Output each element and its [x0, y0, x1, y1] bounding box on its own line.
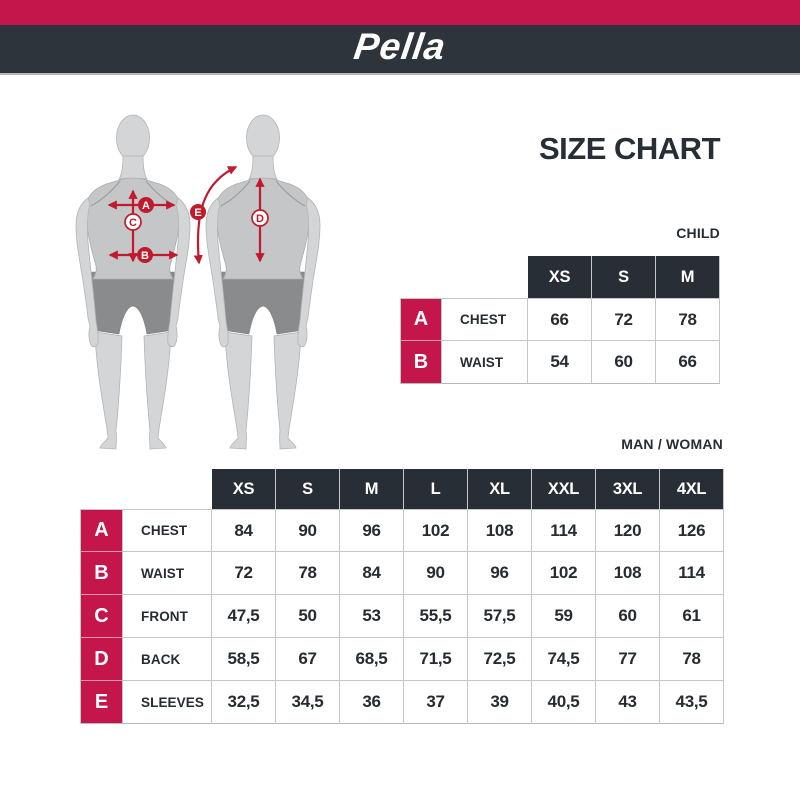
- table-spacer: [123, 469, 212, 509]
- size-header: XS: [528, 256, 592, 298]
- marker-b-letter: B: [141, 250, 149, 262]
- brand-band: [0, 25, 800, 75]
- value-cell: 114: [532, 509, 596, 552]
- marker-d-letter: D: [256, 213, 264, 225]
- value-cell: 68,5: [340, 638, 404, 681]
- value-cell: 102: [532, 552, 596, 595]
- value-cell: 43,5: [660, 681, 724, 724]
- size-header: S: [592, 256, 656, 298]
- value-cell: 54: [528, 341, 592, 384]
- value-cell: 37: [404, 681, 468, 724]
- size-header: M: [656, 256, 720, 298]
- value-cell: 108: [596, 552, 660, 595]
- marker-e-letter: E: [194, 207, 202, 219]
- size-header: L: [404, 469, 468, 509]
- value-cell: 120: [596, 509, 660, 552]
- row-letter: B: [80, 552, 123, 595]
- value-cell: 61: [660, 595, 724, 638]
- page-title: SIZE CHART: [539, 131, 720, 166]
- marker-c-letter: C: [129, 217, 137, 229]
- value-cell: 90: [276, 509, 340, 552]
- row-letter: A: [400, 298, 442, 341]
- value-cell: 78: [276, 552, 340, 595]
- row-letter: D: [80, 638, 123, 681]
- value-cell: 96: [340, 509, 404, 552]
- value-cell: 57,5: [468, 595, 532, 638]
- value-cell: 39: [468, 681, 532, 724]
- value-cell: 71,5: [404, 638, 468, 681]
- child-size-table: [400, 256, 720, 384]
- marker-a-letter: A: [142, 200, 150, 212]
- value-cell: 96: [468, 552, 532, 595]
- adult-section-label: MAN / WOMAN: [621, 436, 723, 452]
- row-letter: C: [80, 595, 123, 638]
- size-header: M: [340, 469, 404, 509]
- value-cell: 84: [212, 509, 276, 552]
- table-spacer: [442, 256, 528, 298]
- value-cell: 50: [276, 595, 340, 638]
- brand-logo: Pella: [351, 26, 449, 67]
- value-cell: 66: [528, 298, 592, 341]
- value-cell: 126: [660, 509, 724, 552]
- figure-front: [76, 115, 190, 449]
- value-cell: 47,5: [212, 595, 276, 638]
- row-label: CHEST: [442, 298, 528, 341]
- value-cell: 58,5: [212, 638, 276, 681]
- value-cell: 60: [592, 341, 656, 384]
- value-cell: 55,5: [404, 595, 468, 638]
- size-header: XS: [212, 469, 276, 509]
- size-header: XL: [468, 469, 532, 509]
- row-label: SLEEVES: [123, 681, 212, 724]
- value-cell: 53: [340, 595, 404, 638]
- value-cell: 40,5: [532, 681, 596, 724]
- row-label: WAIST: [123, 552, 212, 595]
- row-label: BACK: [123, 638, 212, 681]
- row-label: FRONT: [123, 595, 212, 638]
- value-cell: 72,5: [468, 638, 532, 681]
- value-cell: 59: [532, 595, 596, 638]
- value-cell: 78: [656, 298, 720, 341]
- top-accent-strip: [0, 0, 800, 25]
- value-cell: 74,5: [532, 638, 596, 681]
- value-cell: 67: [276, 638, 340, 681]
- value-cell: 36: [340, 681, 404, 724]
- row-label: WAIST: [442, 341, 528, 384]
- table-spacer: [80, 469, 123, 509]
- value-cell: 72: [212, 552, 276, 595]
- figure-back: [206, 115, 320, 449]
- value-cell: 72: [592, 298, 656, 341]
- value-cell: 90: [404, 552, 468, 595]
- value-cell: 34,5: [276, 681, 340, 724]
- value-cell: 43: [596, 681, 660, 724]
- adult-size-table: [80, 469, 724, 724]
- value-cell: 78: [660, 638, 724, 681]
- value-cell: 32,5: [212, 681, 276, 724]
- row-letter: B: [400, 341, 442, 384]
- value-cell: 84: [340, 552, 404, 595]
- row-label: CHEST: [123, 509, 212, 552]
- value-cell: 77: [596, 638, 660, 681]
- value-cell: 102: [404, 509, 468, 552]
- child-section-label: CHILD: [676, 225, 720, 241]
- table-spacer: [400, 256, 442, 298]
- size-header: XXL: [532, 469, 596, 509]
- value-cell: 66: [656, 341, 720, 384]
- row-letter: A: [80, 509, 123, 552]
- body-measurement-diagram: [55, 110, 325, 455]
- size-header: 3XL: [596, 469, 660, 509]
- value-cell: 114: [660, 552, 724, 595]
- row-letter: E: [80, 681, 123, 724]
- size-header: 4XL: [660, 469, 724, 509]
- value-cell: 60: [596, 595, 660, 638]
- value-cell: 108: [468, 509, 532, 552]
- size-header: S: [276, 469, 340, 509]
